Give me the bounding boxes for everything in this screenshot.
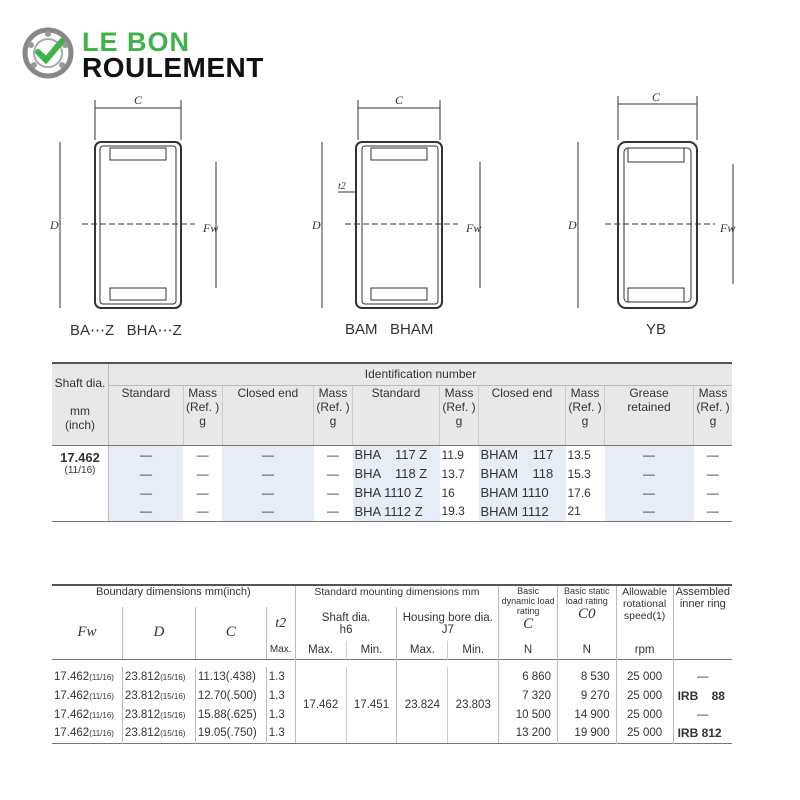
housing-min-value: 23.803 <box>448 667 499 743</box>
std-mass-1: 11.9 <box>441 447 464 462</box>
dim-fw-3: Fw <box>720 221 736 235</box>
unit-g-5: g <box>709 413 717 428</box>
fw-value-3: 17.462 <box>54 708 90 721</box>
closed-mass-3: 17.6 <box>567 485 591 500</box>
cell-dash: — <box>327 485 339 500</box>
cell-dash: — <box>222 483 313 502</box>
d-value-1: 23.812 <box>124 670 161 683</box>
cell-dash: — <box>109 502 184 521</box>
cell-dash: — <box>222 445 313 464</box>
shaft-inch-label: (inch) <box>64 418 95 433</box>
closed-code-2: BHAM 118 <box>479 464 566 483</box>
d-value-2: 23.812 <box>124 689 161 702</box>
cell-dash: — <box>109 464 184 483</box>
brand-logo <box>22 25 302 85</box>
cell-dash: — <box>605 445 694 464</box>
shaft-dia-label: Shaft dia. <box>54 376 106 391</box>
unit-n-1: N <box>499 641 558 659</box>
c0-value-2: 9 270 <box>557 686 616 705</box>
cell-dash: — <box>605 464 694 483</box>
cr-value-2: 7 320 <box>499 686 558 705</box>
cell-dash: — <box>109 483 184 502</box>
cr-symbol: C <box>523 616 534 632</box>
cr-value-4: 13 200 <box>499 724 558 743</box>
closed-mass-2: 15.3 <box>567 466 591 481</box>
housing-max-value: 23.824 <box>397 667 448 743</box>
fw-frac-1: (11/16) <box>89 672 114 682</box>
ring-value-1: — <box>697 670 709 683</box>
fw-value-1: 17.462 <box>54 670 90 683</box>
shaft-min-value: 17.451 <box>346 667 397 743</box>
d-frac-2: (15/16) <box>160 691 186 701</box>
ring-value-4: IRB 812 <box>677 726 722 741</box>
ring-value-3: — <box>697 708 709 721</box>
col-mass-4: Mass (Ref. ) <box>568 385 602 414</box>
unit-g-1: g <box>199 413 206 428</box>
t2-value-2: 1.3 <box>266 686 295 705</box>
d-header: D <box>122 607 195 659</box>
fw-value-4: 17.462 <box>54 727 90 740</box>
dim-fw-1: Fw <box>203 221 219 235</box>
c-value-1: 11.13( <box>197 670 230 683</box>
mounting-dimensions-label: Standard mounting dimensions mm <box>295 585 499 607</box>
col-mass-3: Mass (Ref. ) <box>442 385 476 414</box>
std-code-1: BHA 117 Z <box>353 445 440 464</box>
unit-n-2: N <box>557 641 616 659</box>
t2-header: t2 <box>266 607 295 641</box>
rpm-value-1: 25 000 <box>616 667 673 686</box>
std-mass-4: 19.3 <box>441 504 465 519</box>
cell-dash: — <box>222 502 313 521</box>
caption-ba-bha: BA⋯Z BHA⋯Z <box>70 322 182 339</box>
rpm-value-3: 25 000 <box>616 705 673 724</box>
d-frac-3: (15/16) <box>160 710 186 720</box>
col-standard-1: Standard <box>109 385 184 445</box>
unit-g-3: g <box>455 413 463 428</box>
d-frac-1: (15/16) <box>160 672 186 682</box>
dim-fw-2: Fw <box>466 221 482 235</box>
c-inch-4: .750) <box>230 727 257 740</box>
c0-symbol: C0 <box>578 606 596 622</box>
cell-dash: — <box>706 504 719 519</box>
col-grease-retained: Grease retained <box>605 385 694 445</box>
shaft-max-header: Max. <box>295 641 346 659</box>
col-closed-end-2: Closed end <box>479 385 566 445</box>
logo-line2: ROULEMENT <box>82 52 264 83</box>
shaft-value: 17.462 <box>60 449 100 465</box>
housing-max-header: Max. <box>397 641 448 659</box>
fw-frac-3: (11/16) <box>89 710 114 720</box>
cell-dash: — <box>327 504 339 519</box>
housing-bore-header: Housing bore dia. <box>402 612 493 624</box>
std-mass-2: 13.7 <box>441 466 465 481</box>
unit-g-2: g <box>329 413 337 428</box>
shaft-min-header: Min. <box>346 641 397 659</box>
rpm-value-4: 25 000 <box>616 724 673 743</box>
cell-dash: — <box>196 504 209 519</box>
t2-value-1: 1.3 <box>266 667 295 686</box>
shaft-max-value: 17.462 <box>295 667 346 743</box>
cr-value-3: 10 500 <box>499 705 558 724</box>
c0-value-1: 8 530 <box>557 667 616 686</box>
h6-header: h6 <box>339 624 353 636</box>
identification-table <box>52 362 732 522</box>
closed-code-3: BHAM 1110 <box>479 483 566 502</box>
closed-code-4: BHAM 1112 <box>479 502 566 521</box>
dim-d-2: D <box>312 218 321 232</box>
allowable-speed-label: Allowable rotational speed(1) <box>616 585 673 641</box>
bearing-check-icon <box>22 27 74 79</box>
closed-code-1: BHAM 117 <box>479 445 566 464</box>
caption-yb: YB <box>646 321 667 338</box>
d-value-4: 23.812 <box>124 727 161 740</box>
identification-number-label: Identification number <box>109 363 733 385</box>
col-closed-end-1: Closed end <box>222 385 313 445</box>
cell-dash: — <box>706 466 719 481</box>
c-header: C <box>195 607 266 659</box>
dim-t2: t2 <box>338 181 346 192</box>
col-mass-1: Mass (Ref. ) <box>185 385 220 414</box>
fw-frac-2: (11/16) <box>89 691 114 701</box>
cell-dash: — <box>706 447 719 462</box>
cell-dash: — <box>327 447 339 462</box>
cell-dash: — <box>605 483 694 502</box>
cr-value-1: 6 860 <box>499 667 558 686</box>
unit-rpm: rpm <box>616 641 673 659</box>
closed-mass-1: 13.5 <box>567 447 591 462</box>
logo-line1: LE BON <box>82 27 191 57</box>
c0-value-3: 14 900 <box>557 705 616 724</box>
std-mass-3: 16 <box>441 485 455 500</box>
cell-dash: — <box>109 445 184 464</box>
c-inch-3: .625) <box>230 708 257 721</box>
dim-c-1: C <box>134 93 143 107</box>
d-frac-4: (15/16) <box>160 729 186 739</box>
c-inch-1: .438) <box>229 670 256 683</box>
rpm-value-2: 25 000 <box>616 686 673 705</box>
cell-dash: — <box>196 485 209 500</box>
col-mass-2: Mass (Ref. ) <box>316 385 350 414</box>
col-mass-5: Mass (Ref. ) <box>696 385 730 414</box>
cell-dash: — <box>196 466 209 481</box>
c-value-4: 19.05( <box>197 727 231 740</box>
dynamic-load-label: Basic dynamic load rating C <box>499 585 558 641</box>
dim-d-3: D <box>568 218 577 232</box>
dim-c-2: C <box>395 93 404 107</box>
dim-c-3: C <box>652 90 661 104</box>
t2-value-4: 1.3 <box>266 724 295 743</box>
boundary-dimensions-label: Boundary dimensions mm(inch) <box>52 585 295 607</box>
d-value-3: 23.812 <box>124 708 161 721</box>
cell-dash: — <box>222 464 313 483</box>
t2-max: Max. <box>266 641 295 659</box>
std-code-4: BHA 1112 Z <box>353 502 440 521</box>
cell-dash: — <box>605 502 694 521</box>
cell-dash: — <box>196 447 209 462</box>
fw-header: Fw <box>52 607 122 659</box>
ring-value-2: IRB 88 <box>677 688 725 703</box>
assembled-ring-label: Assembled inner ring <box>675 586 730 610</box>
t2-value-3: 1.3 <box>266 705 295 724</box>
std-code-2: BHA 118 Z <box>353 464 440 483</box>
c-value-3: 15.88( <box>197 708 231 721</box>
unit-g-4: g <box>581 413 589 428</box>
c0-value-4: 19 900 <box>557 724 616 743</box>
dimensions-table <box>52 584 732 744</box>
shaft-fraction: (11/16) <box>64 464 96 476</box>
bearing-drawings <box>0 90 800 350</box>
shaft-dia-header: Shaft dia. <box>321 612 371 624</box>
c-inch-2: .500) <box>230 689 257 702</box>
c-value-2: 12.70( <box>197 689 231 702</box>
fw-value-2: 17.462 <box>54 689 90 702</box>
cell-dash: — <box>706 485 719 500</box>
fw-frac-4: (11/16) <box>89 729 114 739</box>
col-standard-2: Standard <box>353 385 440 445</box>
static-load-label: Basic static load rating C0 <box>557 585 616 641</box>
caption-bam-bham: BAM BHAM <box>345 321 434 338</box>
cell-dash: — <box>327 466 339 481</box>
shaft-mm-label: mm <box>70 404 90 419</box>
housing-min-header: Min. <box>448 641 499 659</box>
dim-d-1: D <box>50 218 59 232</box>
closed-mass-4: 21 <box>567 504 581 519</box>
j7-header: J7 <box>441 624 454 636</box>
std-code-3: BHA 1110 Z <box>353 483 440 502</box>
